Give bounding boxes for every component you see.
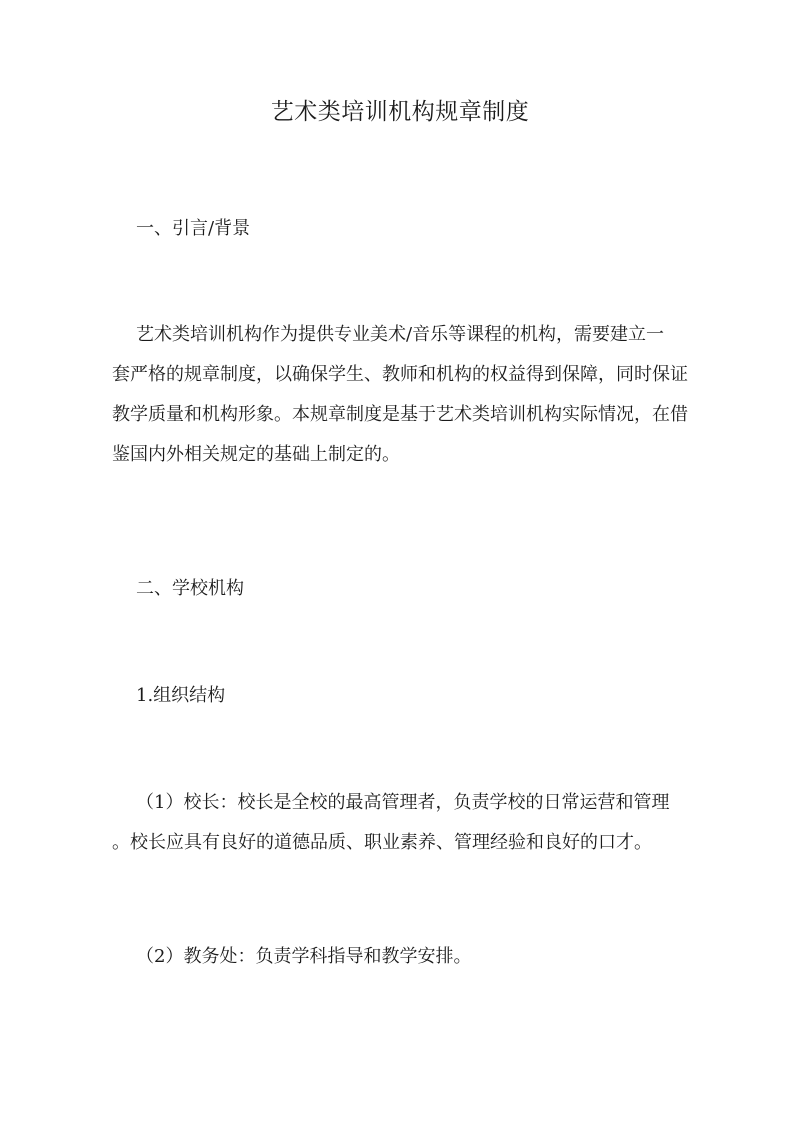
item-academic-affairs-paragraph [112,937,692,977]
intro-paragraph [112,315,692,475]
section-heading-school: 二、学校机构 [136,578,244,599]
intro-line-4: 鉴国内外相关规定的基础上制定的。 [112,444,400,465]
document-title: 艺术类培训机构规章制度 [270,99,530,125]
item-principal-line-2: 。校长应具有良好的道德品质、职业素养、管理经验和良好的口才。 [112,832,652,853]
intro-line-1: 艺术类培训机构作为提供专业美术/音乐等课程的机构，需要建立一 [136,324,665,345]
item-principal-paragraph [112,783,692,863]
subheading-organization: 1.组织结构 [136,685,226,706]
section-heading-intro: 一、引言/背景 [136,218,251,239]
item-principal-line-1: （1）校长：校长是全校的最高管理者，负责学校的日常运营和管理 [136,792,670,813]
item-academic-affairs-line: （2）教务处：负责学科指导和教学安排。 [136,946,472,967]
intro-line-3: 教学质量和机构形象。本规章制度是基于艺术类培训机构实际情况，在借 [112,404,688,425]
intro-line-2: 套严格的规章制度，以确保学生、教师和机构的权益得到保障，同时保证 [112,364,688,385]
